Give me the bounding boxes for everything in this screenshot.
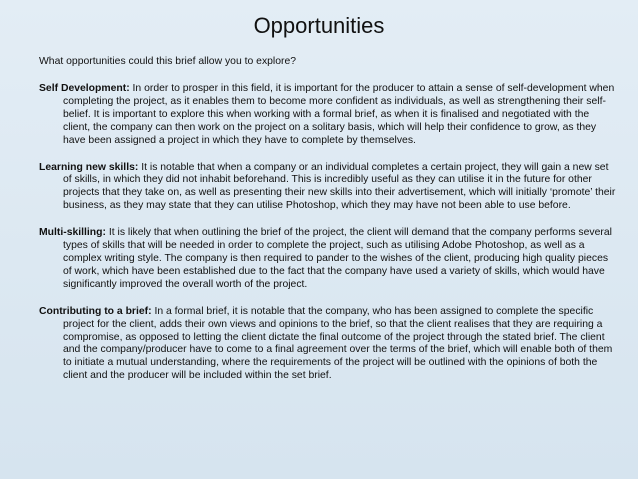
section-body: It is notable that when a company or an individual completes a certain project, they will gain a new set of skills, in which they did not inhabit beforehand. This is incredibly useful as they can utilise it in the future for other projects that they take on, as well as presenting their new skills into their advertisement, which will initially ‘promote’ their business, as they may state that they can utilise Photoshop, which they may have not been able to use before. (63, 161, 616, 212)
section-heading: Learning new skills: (39, 161, 139, 173)
section-contributing-to-a-brief (39, 306, 618, 383)
section-multi-skilling (39, 227, 618, 292)
section-heading: Multi-skilling: (39, 227, 106, 239)
section-body: In a formal brief, it is notable that the company, who has been assigned to complete the specific project for the client, adds their own views and opinions to the brief, so that the client realises that they are requiring a compromise, as opposed to letting the client dictate the final outcome of the project through the stated brief. The client and the company/producer have to come to a final agreement over the terms of the brief, which will enable both of them to initiate a mutual understanding, where the requirements of the project will be outlined with the opinions of both the client and the producer will be included within the set brief. (63, 305, 613, 382)
section-learning-new-skills (39, 162, 618, 214)
section-heading: Contributing to a brief: (39, 305, 152, 317)
section-self-development (39, 83, 618, 148)
section-heading: Self Development: (39, 83, 130, 94)
intro-question: What opportunities could this brief allow you to explore? (39, 56, 297, 67)
section-body: In order to prosper in this field, it is important for the producer to attain a sense of self-development when completing the project, as it enables them to become more confident as individuals, as well as strengthening their self-belief. It is important to explore this when working with a formal brief, as when it is finalised and negotiated with the client, the company can then work on the project on a solitary basis, which will help their confidence to grow, as they have been assigned a project in which they have to complete by themselves. (63, 83, 615, 146)
slide-title: Opportunities (253, 13, 385, 38)
section-body: It is likely that when outlining the brief of the project, the client will demand that the company performs several types of skills that will be needed in order to complete the project, such as utilising Adobe Photoshop, as well as a complex writing style. The company is then required to pander to the wishes of the client, producing high quality pieces of work, which have been established due to the fact that the company have used a variety of skills, which would have significantly improved the overall worth of the project. (63, 227, 612, 290)
